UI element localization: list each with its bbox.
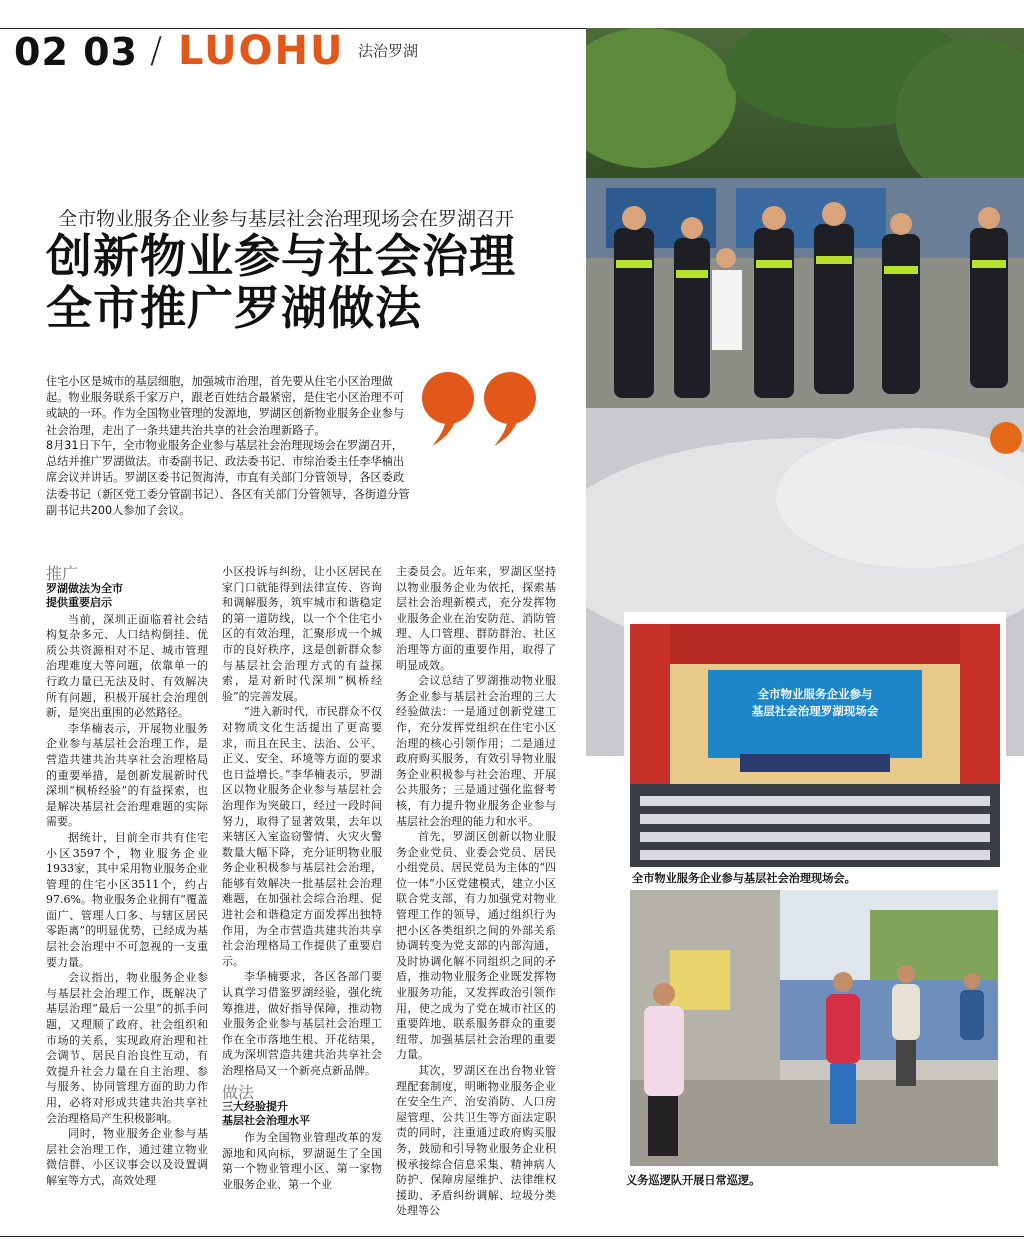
subtitle-line-2: 基层社会治理水平 (222, 1114, 310, 1128)
header-slash: / (150, 30, 163, 71)
article-kicker: 全市物业服务企业参与基层社会治理现场会在罗湖召开 (58, 208, 515, 230)
body-paragraph: 主委员会。近年来，罗湖区坚持以物业服务企业为依托，探索基层社会治理新模式，充分发挥物业服务企业在治安防范、消防管理、人口管理、群防群治、社区治理等方面的重要作用，取得了明显成效。 (396, 565, 556, 672)
photo-caption-meeting: 全市物业服务企业参与基层社会治理现场会。 (632, 872, 856, 885)
quote-mark-icon (418, 368, 542, 448)
section-subhead-promotion: 推广 (46, 564, 79, 583)
body-paragraph: 当前，深圳正面临着社会结构复杂多元、人口结构倒挂、优质公共资源相对不足、城市管理治理难度大等问题，依靠单一的行政力量已无法及时、有效解决所有问题，积极开展社会治理创新，是突出重围的必然路径。 (46, 612, 208, 720)
brand-logo: LUOHU (178, 28, 345, 74)
subtitle-line-2: 提供重要启示 (46, 595, 112, 609)
section-subhead-practice: 做法 (222, 1082, 255, 1102)
banner-line-1: 全市物业服务企业参与 (757, 687, 873, 701)
body-paragraph: 李华楠表示，开展物业服务企业参与基层社会治理工作，是营造共建共治共享社会治理格局的重要举措，是创新发展新时代深圳“枫桥经验”的有益探索，也是解决基层社会治理难题的实际需要。 (46, 721, 208, 829)
section-subtitle-practice (222, 1100, 382, 1128)
lead-paragraph-2: 8月31日下午，全市物业服务企业参与基层社会治理现场会在罗湖召开，总结并推广罗湖做法。市委副书记、政法委书记、市综治委主任李华楠出席会议并讲话。罗湖区委书记贺海涛，市直有关部门分管领导，各区委政法委书记（新区党工委分管副书记）、各区有关部门分管领导，各街道分管副书记共200人参加了会议。 (46, 439, 410, 517)
photo-caption-patrol: 义务巡逻队开展日常巡逻。 (626, 1174, 761, 1187)
headline-line-1: 创新物业参与社会治理 (46, 229, 516, 283)
banner-line-2: 基层社会治理罗湖现场会 (751, 704, 879, 718)
body-paragraph: 会议总结了罗湖推动物业服务企业参与基层社会治理的三大经验做法：一是通过创新党建工作，充分发挥党组织在住宅小区治理的核心引领作用；二是通过政府购买服务，有效引导物业服务企业积极参与社会治理、开展公共服务；三是通过强化监督考核，有力提升物业服务企业参与基层社会治理的能力和水平。 (396, 674, 556, 828)
section-subtitle-promotion (46, 582, 208, 610)
bottom-rule (0, 1236, 1024, 1237)
body-paragraph: “进入新时代，市民群众不仅对物质文化生活提出了更高要求，而且在民主、法治、公平、正义、安全、环境等方面的要求也日益增长。”李华楠表示，罗湖区以物业服务企业参与基层社会治理作为突破口，经过一段时间努力，取得了显著效果，去年以来辖区入室盗窃警情、火灾火警数量大幅下降，充分证明物业服务企业积极参与基层社会治理，能够有效解决一批基层社会治理难题，在加强社会综合治理、促进社会和谐稳定方面发挥出独特作用，为全市营造共建共治共享社会治理格局工作提供了重要启示。 (222, 705, 382, 968)
body-paragraph: 据统计，目前全市共有住宅小区3597个，物业服务企业1933家，其中采用物业服务企业管理的住宅小区3511个，约占97.6%。物业服务企业拥有“覆盖面广、管理人口多、与辖区居民零距离”的明显优势，已经成为基层社会治理中不可忽视的一支重要力量。 (46, 830, 208, 969)
body-column-3 (396, 564, 556, 1219)
lead-paragraph-1: 住宅小区是城市的基层细胞，加强城市治理，首先要从住宅小区治理做起。物业服务联系千家万户，跟老百姓结合最紧密，是住宅小区治理不可或缺的一环。作为全国物业管理的发源地，罗湖区创新物业服务企业参与社会治理，走出了一条共建共治共享的社会治理新路子。 (46, 375, 405, 437)
body-paragraph: 小区投诉与纠纷，让小区居民在家门口就能得到法律宣传、咨询和调解服务，筑牢城市和谐稳定的第一道防线，以一个个住宅小区的有效治理，汇聚形成一个城市的良好秩序，这是创新群众参与基层社会治理方式的有益探索，是对新时代深圳“枫桥经验”的完善发展。 (222, 565, 382, 703)
headline-line-2: 全市推广罗湖做法 (46, 281, 422, 335)
subtitle-line-1: 三大经验提升 (222, 1100, 288, 1114)
body-paragraph: 会议指出，物业服务企业参与基层社会治理工作，既解决了基层治理“最后一公里”的抓手问题，又理顺了政府、社会组织和市场的关系，实现政府治理和社会调节、居民自治良性互动，有效提升社会力量在自主治理、参与服务、协同管理方面的助力作用，必将对形成共建共治共享社会治理格局产生积极影响。 (46, 971, 208, 1125)
body-column-2 (222, 564, 382, 1193)
body-paragraph: 作为全国物业管理改革的发源地和风向标，罗湖诞生了全国第一个物业管理小区、第一家物业服务企业、第一个业 (222, 1131, 382, 1191)
photo-meeting (630, 624, 1000, 867)
subtitle-line-1: 罗湖做法为全市 (46, 581, 123, 595)
article-headline (46, 230, 586, 334)
body-paragraph: 李华楠要求，各区各部门要认真学习借鉴罗湖经验，强化统筹推进，做好指导保障，推动物业服务企业参与基层社会治理工作在全市落地生根、开花结果，成为深圳营造共建共治共享社会治理格局又一个新亮点新品牌。 (222, 970, 382, 1077)
body-paragraph: 其次，罗湖区在出台物业管理配套制度，明晰物业服务企业在安全生产、治安消防、人口房屋管理、公共卫生等方面法定职责的同时，注重通过政府购买服务，鼓励和引导物业服务企业积极承接综合信息采集、精神病人防护、保障房屋维护、法律维权援助、矛盾纠纷调解、垃圾分类处理等公 (396, 1064, 556, 1218)
body-paragraph: 首先，罗湖区创新以物业服务企业党员、业委会党员、居民小组党员、居民党员为主体的“四位一体”小区党建模式，建立小区联合党支部，有力加强党对物业管理工作的领导，通过组织行为把小区各类组织之间的外部关系协调转变为党支部的内部沟通，及时协调化解不同组织之间的矛盾，推动物业服务企业既发挥物业服务功能，又发挥政治引领作用，使之成为了党在城市社区的重要阵地、联系服务群众的重要纽带、加强基层社会治理的重要力量。 (396, 830, 556, 1062)
meeting-banner-text (708, 686, 922, 720)
page-numbers: 02 03 (14, 30, 138, 74)
meeting-scene (630, 624, 1000, 867)
photo-volunteer-patrol (630, 890, 998, 1166)
body-paragraph: 同时，物业服务企业参与基层社会治理工作，通过建立物业微信群、小区议事会以及设置调解室等方式，高效处理 (46, 1127, 208, 1187)
section-title: 法治罗湖 (358, 42, 419, 60)
body-column-1 (46, 566, 208, 1189)
